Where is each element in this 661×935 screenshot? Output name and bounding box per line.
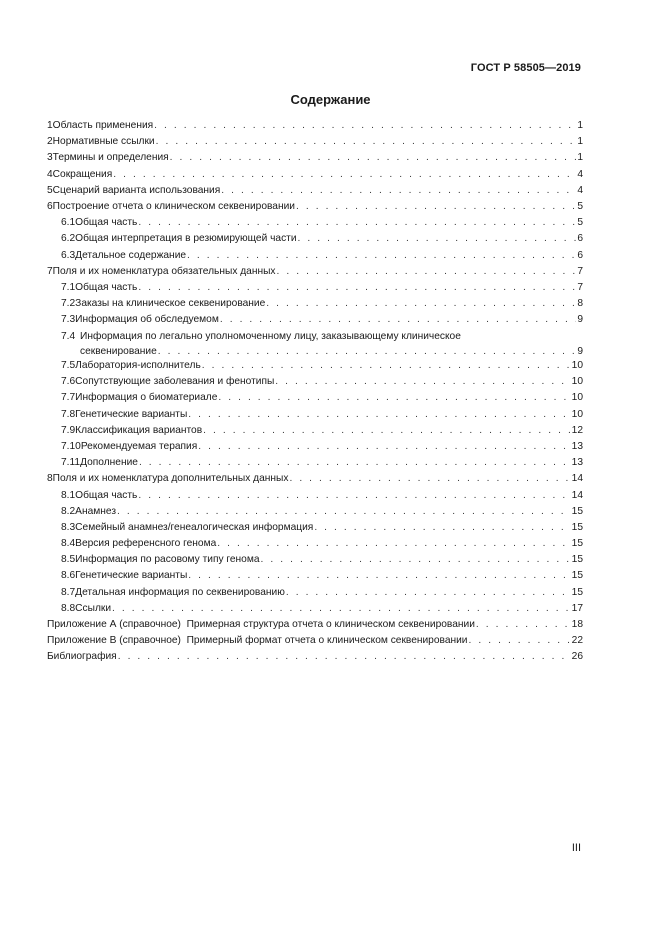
toc-number: 8.6 (61, 570, 76, 582)
toc-page: 1 (577, 136, 583, 148)
toc-number: 6.3 (61, 249, 76, 261)
toc-entry[interactable] (47, 520, 583, 536)
toc-entry[interactable] (47, 264, 583, 280)
toc-title: Дополнение (80, 457, 138, 469)
toc-title: Поля и их номенклатура дополнительных данных (52, 473, 289, 485)
toc-entry[interactable] (47, 390, 583, 406)
toc-leader (188, 568, 570, 584)
toc-title: Сокращения (52, 168, 113, 180)
toc-page: 1 (577, 152, 583, 164)
toc-number: 7.9 (61, 424, 76, 436)
toc-entry[interactable] (47, 215, 583, 231)
document-code: ГОСТ Р 58505—2019 (470, 62, 581, 74)
toc-leader (138, 488, 570, 504)
toc-page: 15 (571, 570, 583, 582)
toc-entry[interactable] (47, 601, 583, 617)
toc-entry[interactable] (47, 455, 583, 471)
toc-title: Информация об обследуемом (75, 314, 219, 326)
toc-number: 8.8 (61, 602, 76, 614)
toc-title: Сопутствующие заболевания и фенотипы (75, 376, 275, 388)
toc-page: 10 (571, 408, 583, 420)
toc-leader (187, 248, 576, 264)
toc-title: Ссылки (75, 602, 112, 614)
toc-title: Поля и их номенклатура обязательных данных (52, 265, 276, 277)
toc-number: 7.8 (61, 408, 76, 420)
toc-entry-appendix-b[interactable] (47, 633, 583, 649)
toc-page: 13 (571, 440, 583, 452)
toc-page: 15 (571, 505, 583, 517)
toc-title: Детальное содержание (75, 249, 187, 261)
toc-leader (139, 455, 571, 471)
toc-leader (469, 633, 571, 649)
toc-page: 7 (577, 265, 583, 277)
toc-entry[interactable] (47, 248, 583, 264)
toc-entry[interactable] (47, 328, 583, 358)
toc-title: Библиография (47, 651, 117, 663)
toc-number: 4 (47, 168, 53, 180)
toc-page: 10 (571, 360, 583, 372)
toc-title: Общая часть (75, 281, 138, 293)
toc-number: 3 (47, 152, 53, 164)
toc-leader (156, 134, 577, 150)
toc-entry-appendix-a[interactable] (47, 617, 583, 633)
toc-leader (198, 439, 570, 455)
toc-title: Детальная информация по секвенированию (75, 586, 285, 598)
toc-leader (261, 552, 571, 568)
page-number: III (571, 842, 581, 854)
toc-page: 15 (571, 586, 583, 598)
toc-title: Приложение А (справочное) Примерная структура отчета о клиническом секвенировании (47, 619, 475, 631)
toc-title: Анамнез (75, 505, 117, 517)
toc-number: 7.3 (61, 314, 76, 326)
toc-number: 8.2 (61, 505, 76, 517)
toc-title: Заказы на клиническое секвенирование (75, 298, 266, 310)
toc-title: Информация по расовому типу генома (75, 554, 260, 566)
toc-entry[interactable] (47, 280, 583, 296)
toc-number: 8.1 (61, 489, 76, 501)
toc-entry[interactable] (47, 167, 583, 183)
toc-title: Лаборатория-исполнитель (75, 360, 201, 372)
toc-title: Генетические варианты (75, 408, 188, 420)
toc-title-continued: секвенирование (80, 345, 157, 357)
toc-entry[interactable] (47, 439, 583, 455)
toc-entry[interactable] (47, 552, 583, 568)
toc-leader (154, 118, 576, 134)
toc-number: 7.1 (61, 281, 76, 293)
toc-page: 18 (571, 619, 583, 631)
toc-page: 8 (577, 298, 583, 310)
toc-entry[interactable] (47, 231, 583, 247)
toc-leader (117, 504, 571, 520)
toc-title: Генетические варианты (75, 570, 188, 582)
toc-leader (314, 520, 570, 536)
toc-number: 7.4 (61, 331, 76, 343)
toc-entry[interactable] (47, 423, 583, 439)
toc-number: 8.3 (61, 521, 76, 533)
toc-title: Информация о биоматериале (75, 392, 218, 404)
toc-number: 7.7 (61, 392, 76, 404)
toc-title: Область применения (52, 120, 154, 131)
toc-number: 6.2 (61, 233, 76, 245)
toc-leader (113, 167, 576, 183)
toc-title: Общая часть (75, 217, 138, 229)
toc-entry[interactable] (47, 183, 583, 199)
toc-entry[interactable] (47, 150, 583, 166)
toc-title: Построение отчета о клиническом секвенировании (52, 200, 295, 212)
toc-title: Сценарий варианта использования (52, 184, 221, 196)
toc-page: 17 (571, 602, 583, 614)
toc-page: 15 (571, 521, 583, 533)
toc-leader (203, 423, 571, 439)
toc-page: 5 (577, 217, 583, 229)
toc-title: Рекомендуемая терапия (80, 440, 198, 452)
toc-page: 6 (577, 249, 583, 261)
toc-leader (118, 649, 571, 665)
toc-leader (277, 264, 577, 280)
page-title: Содержание (290, 92, 371, 107)
toc-number: 8 (47, 473, 53, 485)
toc-leader (202, 358, 571, 374)
toc-page: 10 (571, 392, 583, 404)
toc-leader (188, 407, 570, 423)
table-of-contents (47, 118, 583, 666)
toc-page: 10 (571, 376, 583, 388)
toc-number: 7 (47, 265, 53, 277)
toc-leader (476, 617, 571, 633)
toc-entry[interactable] (47, 296, 583, 312)
toc-leader (112, 601, 571, 617)
toc-entry[interactable] (47, 407, 583, 423)
toc-number: 7.5 (61, 360, 76, 372)
toc-page: 22 (571, 635, 583, 647)
toc-title: Общая интерпретация в резюмирующей части (75, 233, 297, 245)
toc-entry[interactable] (47, 358, 583, 374)
toc-page: 1 (577, 120, 583, 131)
toc-entry[interactable] (47, 536, 583, 552)
toc-page: 9 (577, 314, 583, 326)
toc-leader (220, 312, 576, 328)
toc-entry[interactable] (47, 488, 583, 504)
toc-entry[interactable] (47, 134, 583, 150)
toc-entry-bibliography[interactable] (47, 649, 583, 665)
toc-page: 4 (577, 184, 583, 196)
toc-leader (221, 183, 576, 199)
toc-number: 5 (47, 184, 53, 196)
toc-title: Классификация вариантов (75, 424, 203, 436)
toc-page: 5 (577, 200, 583, 212)
toc-page: 9 (577, 345, 583, 357)
toc-leader (298, 231, 577, 247)
toc-title: Приложение В (справочное) Примерный формат отчета о клиническом секвенировании (47, 635, 468, 647)
toc-entry[interactable] (47, 568, 583, 584)
toc-title: Версия референсного генома (75, 538, 217, 550)
toc-number: 7.11 (61, 457, 81, 469)
toc-leader (138, 280, 576, 296)
toc-page: 13 (571, 457, 583, 469)
toc-page: 14 (571, 473, 583, 485)
toc-entry[interactable] (47, 312, 583, 328)
toc-leader (170, 150, 577, 166)
toc-number: 7.2 (61, 298, 76, 310)
toc-title: Нормативные ссылки (52, 136, 155, 148)
toc-title: Семейный анамнез/генеалогическая информация (75, 521, 314, 533)
toc-title: Информация по легально уполномоченному лицу, заказывающему клиническое (80, 331, 461, 343)
toc-number: 6.1 (61, 217, 76, 229)
toc-page: 6 (577, 233, 583, 245)
toc-number: 8.7 (61, 586, 76, 598)
toc-entry[interactable] (47, 585, 583, 601)
toc-leader (275, 374, 570, 390)
toc-entry[interactable] (47, 199, 583, 215)
toc-leader (138, 215, 576, 231)
toc-page: 7 (577, 281, 583, 293)
toc-leader (296, 199, 576, 215)
toc-page: 12 (571, 424, 583, 436)
toc-entry[interactable] (47, 118, 583, 134)
toc-page: 4 (577, 168, 583, 180)
toc-number: 6 (47, 200, 53, 212)
toc-number: 7.6 (61, 376, 76, 388)
toc-number: 8.4 (61, 538, 76, 550)
toc-page: 15 (571, 554, 583, 566)
toc-entry[interactable] (47, 504, 583, 520)
toc-leader (286, 585, 571, 601)
toc-entry[interactable] (47, 471, 583, 487)
toc-leader (217, 536, 570, 552)
toc-entry[interactable] (47, 374, 583, 390)
toc-number: 1 (47, 120, 53, 131)
toc-page: 14 (571, 489, 583, 501)
toc-number: 7.10 (61, 440, 81, 452)
toc-page: 15 (571, 538, 583, 550)
toc-page: 26 (571, 651, 583, 663)
toc-number: 2 (47, 136, 53, 148)
toc-number: 8.5 (61, 554, 76, 566)
toc-leader (266, 296, 576, 312)
toc-leader (289, 471, 570, 487)
toc-title: Общая часть (75, 489, 138, 501)
toc-title: Термины и определения (52, 152, 169, 164)
toc-leader (218, 390, 570, 406)
